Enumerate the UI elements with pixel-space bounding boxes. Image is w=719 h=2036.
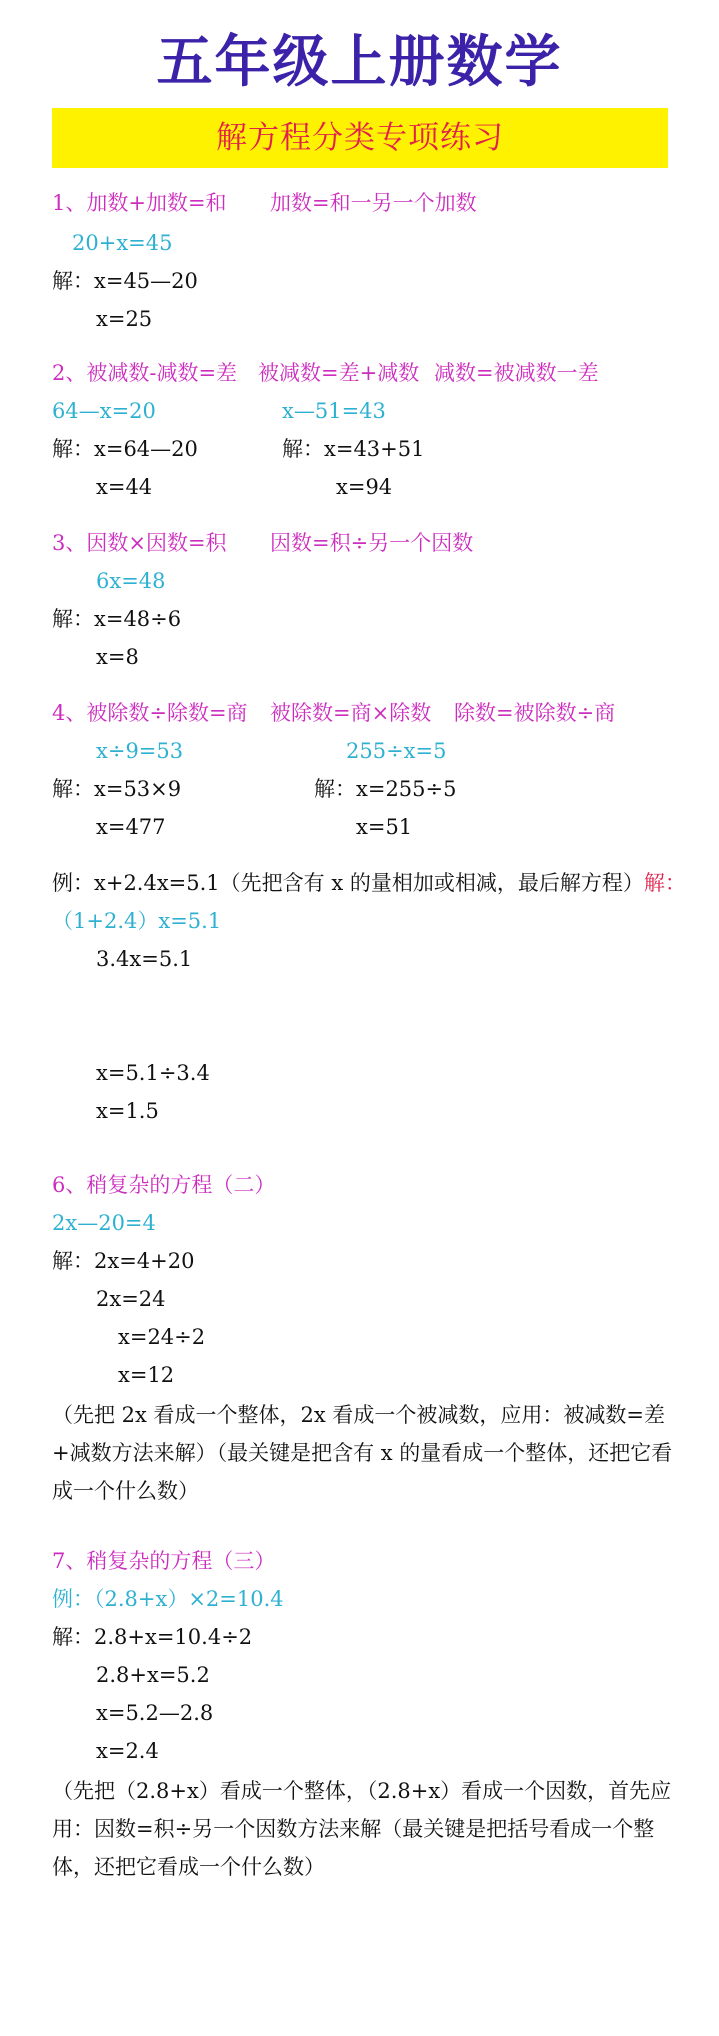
s5-step-1: 3.4x=5.1	[96, 947, 193, 971]
s2-rule-c: 减数=被减数一差	[434, 361, 599, 385]
s2-rule-b: 被减数=差+减数	[258, 361, 420, 385]
s2-right-step-2: x=94	[336, 475, 393, 499]
s1-rule-a: 1、加数+加数=和	[52, 191, 227, 215]
s4-equation-left: x÷9=53	[96, 739, 184, 763]
s5-example-text: 例：x+2.4x=5.1（先把含有 x 的量相加或相减，最后解方程）	[52, 871, 644, 895]
s2-equation-left: 64—x=20	[52, 399, 156, 423]
s2-left-step-1: 解：x=64—20	[52, 437, 198, 461]
s4-rule-c: 除数=被除数÷商	[454, 701, 616, 725]
s5-jie: 解：	[643, 871, 686, 895]
s6-step-3: x=24÷2	[118, 1325, 206, 1349]
s7-step-3: x=5.2—2.8	[96, 1701, 214, 1725]
s5-example	[52, 868, 686, 898]
subtitle-banner	[52, 108, 668, 168]
s4-rule-b: 被除数=商×除数	[270, 701, 432, 725]
s7-step-1: 解：2.8+x=10.4÷2	[52, 1625, 253, 1649]
s3-equation: 6x=48	[96, 569, 166, 593]
s7-note: （先把（2.8+x）看成一个整体，（2.8+x）看成一个因数，首先应用：因数=积÷另一个因数方法来解（最关键是把括号看成一个整体，还把它看成一个什么数）	[52, 1779, 672, 1879]
s3-rule-a: 3、因数×因数=积	[52, 531, 227, 555]
s6-equation: 2x—20=4	[52, 1211, 156, 1235]
s7-equation: 例：（2.8+x）×2=10.4	[52, 1587, 284, 1611]
s5-equation: （1+2.4）x=5.1	[52, 909, 222, 933]
s5-step-3: x=1.5	[96, 1099, 159, 1123]
s4-rule-a: 4、被除数÷除数=商	[52, 701, 248, 725]
s1-rule-b: 加数=和一另一个加数	[270, 191, 477, 215]
s2-left-step-2: x=44	[96, 475, 153, 499]
s1-step-1: 解：x=45—20	[52, 269, 198, 293]
s6-step-4: x=12	[118, 1363, 175, 1387]
s2-equation-right: x—51=43	[282, 399, 386, 423]
subtitle: 解方程分类专项练习	[216, 120, 504, 156]
s6-heading: 6、稍复杂的方程（二）	[52, 1173, 276, 1197]
s6-note: （先把 2x 看成一个整体，2x 看成一个被减数，应用：被减数=差+减数方法来解）（最关键是把含有 x 的量看成一个整体，还把它看成一个什么数）	[52, 1403, 673, 1503]
s4-left-step-2: x=477	[96, 815, 166, 839]
s2-rule-a: 2、被减数-减数=差	[52, 361, 238, 385]
s7-step-2: 2.8+x=5.2	[96, 1663, 210, 1687]
s4-left-step-1: 解：x=53×9	[52, 777, 182, 801]
s4-right-step-2: x=51	[356, 815, 413, 839]
page-title: 五年级上册数学	[156, 29, 563, 95]
s5-step-2: x=5.1÷3.4	[96, 1061, 210, 1085]
s7-heading: 7、稍复杂的方程（三）	[52, 1549, 276, 1573]
s7-step-4: x=2.4	[96, 1739, 159, 1763]
s3-rule-b: 因数=积÷另一个因数	[270, 531, 474, 555]
s1-equation: 20+x=45	[72, 231, 173, 255]
s4-right-step-1: 解：x=255÷5	[314, 777, 457, 801]
s3-step-2: x=8	[96, 645, 139, 669]
s6-step-1: 解：2x=4+20	[52, 1249, 195, 1273]
s3-step-1: 解：x=48÷6	[52, 607, 182, 631]
s1-step-2: x=25	[96, 307, 153, 331]
s6-step-2: 2x=24	[96, 1287, 166, 1311]
s4-equation-right: 255÷x=5	[346, 739, 447, 763]
s2-right-step-1: 解：x=43+51	[282, 437, 425, 461]
